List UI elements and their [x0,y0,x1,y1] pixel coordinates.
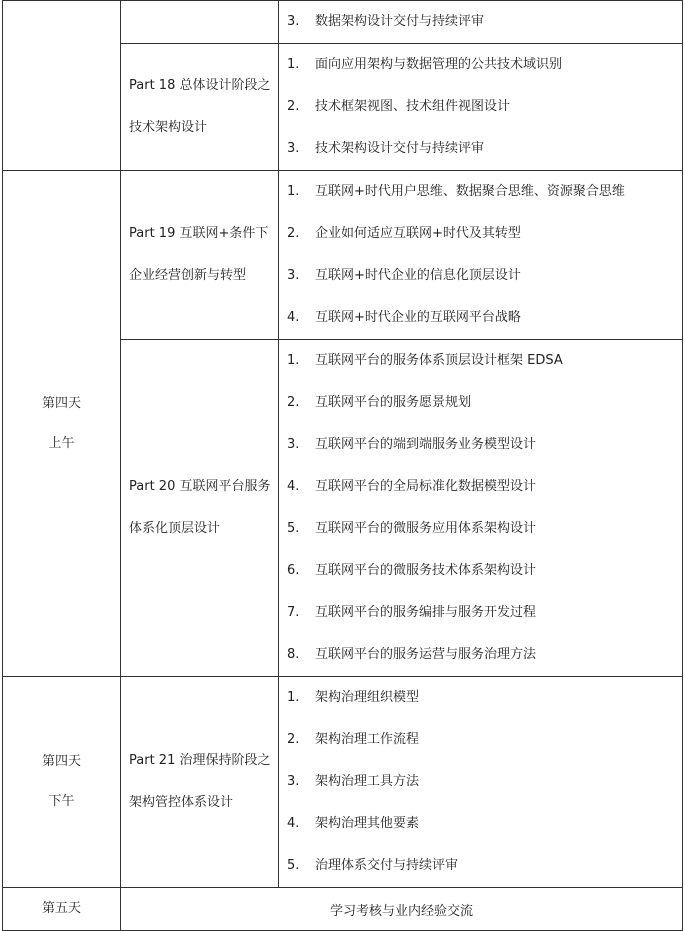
day-period: 下午 [48,794,75,809]
list-item: 5. 治理体系交付与持续评审 [287,858,459,873]
items-cell [279,340,683,677]
part-cell [121,340,279,677]
table-row [3,888,683,931]
list-item: 1. 互联网平台的服务体系顶层设计框架 EDSA [287,353,563,368]
part-cell-empty [121,1,279,44]
day-cell [3,888,121,931]
day-label: 第五天 [41,901,81,916]
part-title: Part 18 总体设计阶段之技术架构设计 [129,78,271,135]
list-item: 3. 互联网+时代企业的信息化顶层设计 [287,268,521,283]
list-item: 5. 互联网平台的微服务应用体系架构设计 [287,521,537,536]
day5-content: 学习考核与业内经验交流 [329,903,473,919]
list-item: 1. 面向应用架构与数据管理的公共技术域识别 [287,57,563,72]
item-list [279,44,682,170]
item-list [279,340,682,676]
day-cell-empty [3,1,121,171]
list-item: 3. 互联网平台的端到端服务业务模型设计 [287,437,537,452]
list-item: 3. 数据架构设计交付与持续评审 [287,14,485,29]
day-label: 第四天 [41,395,81,411]
item-list [279,171,682,339]
part-title: Part 19 互联网+条件下企业经营创新与转型 [129,226,269,283]
course-schedule-table [2,0,683,931]
day-cell [3,677,121,888]
part-cell [121,44,279,171]
list-item: 1. 互联网+时代用户思维、数据聚合思维、资源聚合思维 [287,184,625,199]
list-item: 7. 互联网平台的服务编排与服务开发过程 [287,605,537,620]
list-item: 4. 互联网平台的全局标准化数据模型设计 [287,479,537,494]
day-label: 第四天 [41,754,81,769]
list-item: 1. 架构治理组织模型 [287,690,420,705]
list-item: 3. 技术架构设计交付与持续评审 [287,141,485,156]
part-cell [121,677,279,888]
list-item: 2. 互联网平台的服务愿景规划 [287,395,472,410]
items-cell [279,1,683,44]
list-item: 6. 互联网平台的微服务技术体系架构设计 [287,563,537,578]
table-row [3,1,683,44]
part-title: Part 20 互联网平台服务体系化顶层设计 [129,479,271,536]
list-item: 2. 技术框架视图、技术组件视图设计 [287,99,511,114]
table-row [3,171,683,340]
part-title: Part 21 治理保持阶段之架构管控体系设计 [129,753,271,810]
part-cell [121,171,279,340]
item-list [279,677,682,887]
list-item: 8. 互联网平台的服务运营与服务治理方法 [287,647,537,662]
list-item: 2. 架构治理工作流程 [287,732,420,747]
list-item: 2. 企业如何适应互联网+时代及其转型 [287,226,521,241]
list-item: 4. 互联网+时代企业的互联网平台战略 [287,310,521,325]
items-cell [279,677,683,888]
day-period: 上午 [48,435,75,451]
table-row [3,677,683,888]
list-item: 3. 架构治理工具方法 [287,774,420,789]
items-cell [279,44,683,171]
list-item: 4. 架构治理其他要素 [287,816,420,831]
item-list [279,1,682,43]
day-cell [3,171,121,677]
day5-content-cell [121,888,683,931]
items-cell [279,171,683,340]
